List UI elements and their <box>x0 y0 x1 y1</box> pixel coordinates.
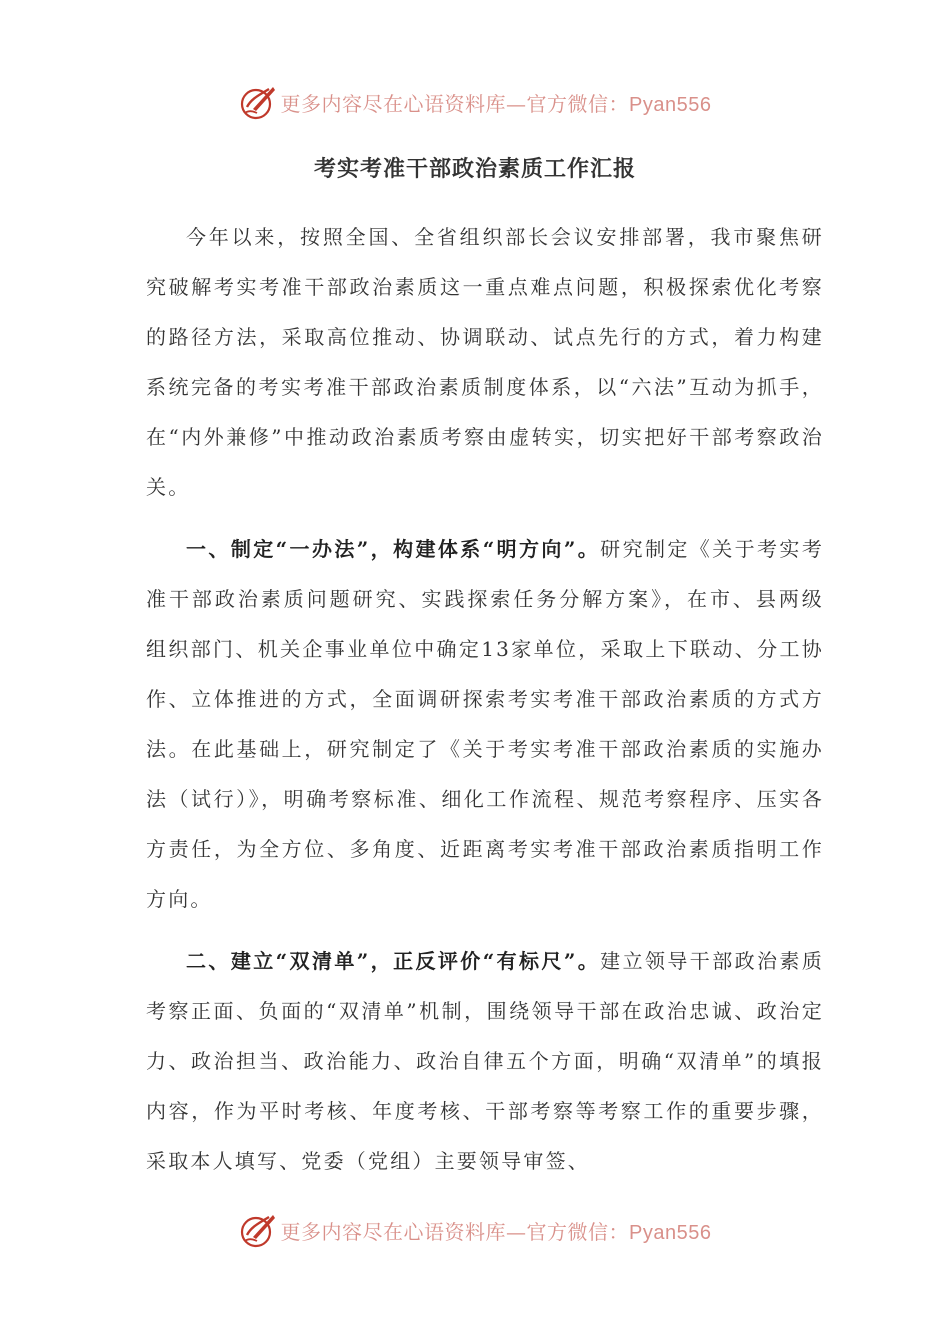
section-2-body: 建立领导干部政治素质考察正面、负面的“双清单”机制，围绕领导干部在政治忠诚、政治定力、政治担当、政治能力、政治自律五个方面，明确“双清单”的填报内容，作为平时考核、年度考核、干部考察等考察工作的重要步骤，采取本人填写、党委（党组）主要领导审签、 <box>146 949 825 1173</box>
banner-text: 更多内容尽在心语资料库—官方微信：Pyan556 <box>280 1219 712 1244</box>
section-1-body: 研究制定《关于考实考准干部政治素质问题研究、实践探索任务分解方案》，在市、县两级组织部门、机关企事业单位中确定13家单位，采取上下联动、分工协作、立体推进的方式，全面调研探索考实考准干部政治素质的方式方法。在此基础上，研究制定了《关于考实考准干部政治素质的实施办法（试行）》，明确考察标准、细化工作流程、规范考察程序、压实各方责任，为全方位、多角度、近距离考实考准干部政治素质指明工作方向。 <box>146 537 825 911</box>
wechat-id: Pyan556 <box>629 93 712 116</box>
section-1-paragraph <box>146 524 824 924</box>
pen-logo-icon <box>239 83 277 121</box>
document-body <box>146 212 824 1186</box>
header-banner <box>0 80 950 124</box>
document-title: 考实考准干部政治素质工作汇报 <box>313 156 636 182</box>
banner-text: 更多内容尽在心语资料库—官方微信：Pyan556 <box>280 91 712 116</box>
footer-banner <box>0 1208 950 1252</box>
section-2-heading: 二、建立“双清单”，正反评价“有标尺”。 <box>186 949 601 973</box>
section-2-paragraph <box>146 936 824 1186</box>
intro-paragraph: 今年以来，按照全国、全省组织部长会议安排部署，我市聚焦研究破解考实考准干部政治素质这一重点难点问题，积极探索优化考察的路径方法，采取高位推动、协调联动、试点先行的方式，着力构建系统完备的考实考准干部政治素质制度体系，以“六法”互动为抓手，在“内外兼修”中推动政治素质考察由虚转实，切实把好干部考察政治关。 <box>146 225 824 499</box>
pen-logo-icon <box>239 1211 277 1249</box>
section-1-heading: 一、制定“一办法”，构建体系“明方向”。 <box>186 537 601 561</box>
wechat-id: Pyan556 <box>629 1221 712 1244</box>
